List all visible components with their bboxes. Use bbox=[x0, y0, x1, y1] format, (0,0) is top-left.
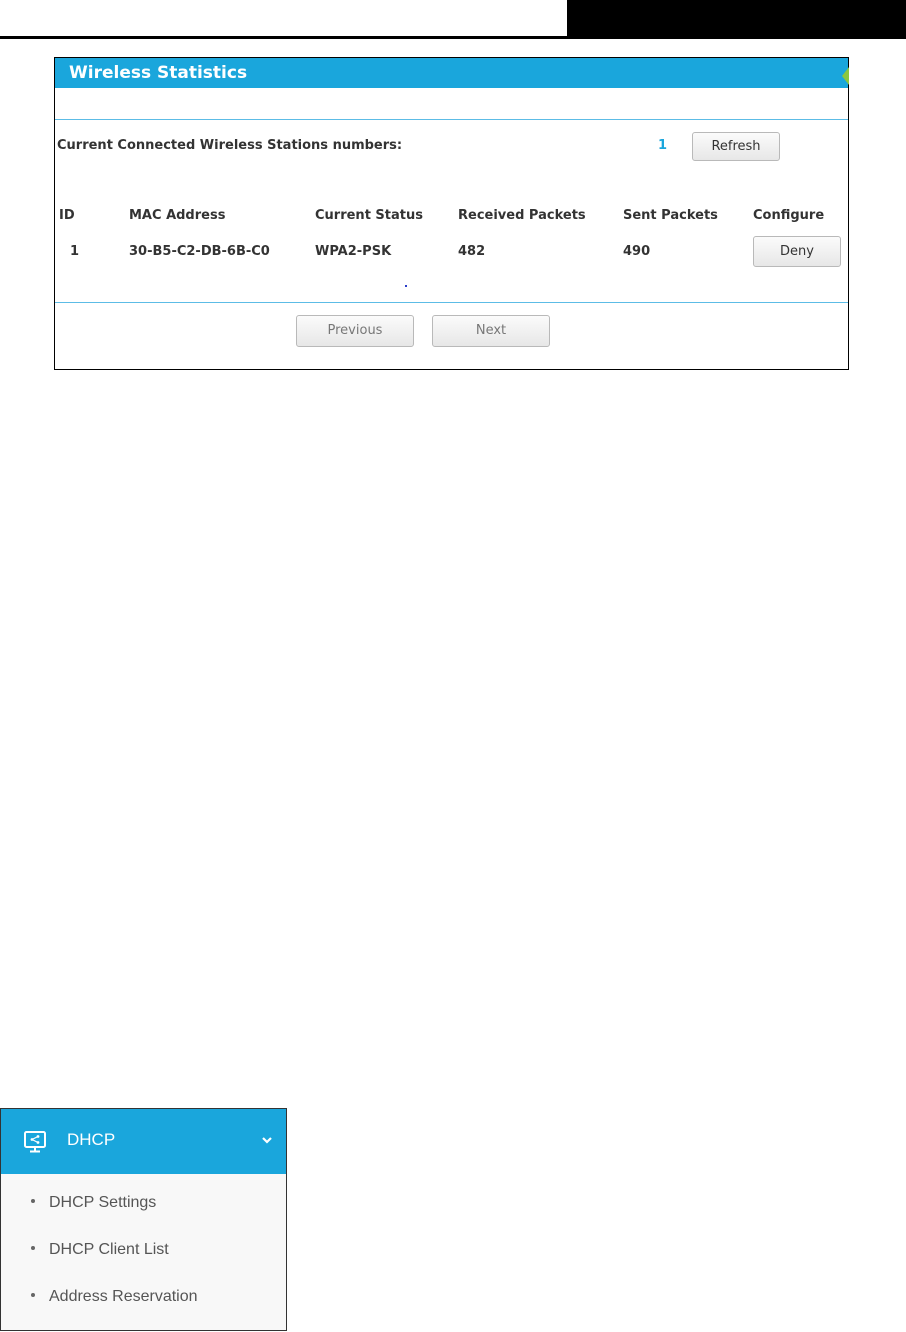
menu-item-dhcp-settings[interactable] bbox=[31, 1194, 156, 1212]
divider bbox=[55, 302, 848, 303]
stations-count-value: 1 bbox=[658, 138, 668, 153]
panel-title: Wireless Statistics bbox=[55, 58, 848, 88]
column-header-configure: Configure bbox=[753, 208, 825, 223]
bullet-icon bbox=[31, 1199, 35, 1203]
menu-item-dhcp-client-list[interactable] bbox=[31, 1241, 169, 1259]
loading-dot bbox=[405, 285, 407, 287]
deny-button[interactable]: Deny bbox=[753, 236, 841, 267]
bullet-icon bbox=[31, 1293, 35, 1297]
menu-item-address-reservation[interactable] bbox=[31, 1288, 198, 1306]
stations-count-label: Current Connected Wireless Stations numbers: bbox=[57, 138, 403, 153]
bullet-icon bbox=[31, 1246, 35, 1250]
dhcp-submenu bbox=[1, 1174, 286, 1330]
chevron-down-icon[interactable] bbox=[261, 1135, 273, 1145]
dhcp-menu-header[interactable] bbox=[1, 1109, 286, 1174]
menu-item-label: Address Reservation bbox=[49, 1288, 198, 1305]
previous-button[interactable]: Previous bbox=[296, 315, 414, 347]
row-current-status: WPA2-PSK bbox=[315, 244, 392, 259]
column-header-id: ID bbox=[59, 208, 75, 223]
wireless-statistics-panel bbox=[54, 57, 849, 370]
divider bbox=[55, 119, 848, 120]
monitor-share-icon bbox=[23, 1130, 47, 1154]
row-mac-address: 30-B5-C2-DB-6B-C0 bbox=[129, 244, 270, 259]
menu-item-label: DHCP Settings bbox=[49, 1194, 157, 1211]
column-header-current-status: Current Status bbox=[315, 208, 423, 223]
title-accent-marker bbox=[842, 67, 849, 85]
column-header-sent-packets: Sent Packets bbox=[623, 208, 718, 223]
next-button[interactable]: Next bbox=[432, 315, 550, 347]
dhcp-menu-title: DHCP bbox=[67, 1130, 116, 1149]
row-sent-packets: 490 bbox=[623, 244, 651, 259]
row-id: 1 bbox=[70, 244, 80, 259]
document-header-box bbox=[567, 0, 906, 37]
column-header-mac-address: MAC Address bbox=[129, 208, 226, 223]
document-header-rule bbox=[0, 36, 906, 39]
menu-item-label: DHCP Client List bbox=[49, 1241, 169, 1258]
column-header-received-packets: Received Packets bbox=[458, 208, 586, 223]
refresh-button[interactable]: Refresh bbox=[692, 132, 780, 161]
dhcp-menu bbox=[0, 1108, 287, 1331]
row-received-packets: 482 bbox=[458, 244, 486, 259]
